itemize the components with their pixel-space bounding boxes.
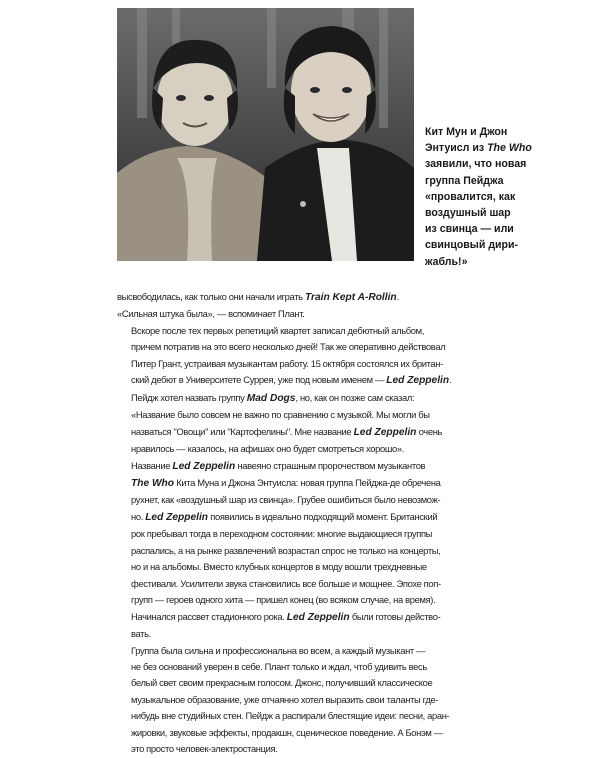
paragraph-1 [117,289,415,323]
text-run: появились в идеально подходящий момент. Британский [208,510,438,522]
text-line [117,289,415,306]
text-line [117,390,415,407]
text-run: , но, как он позже сам сказал: [295,391,415,403]
text-line: но и на альбомы. Вместо клубных концертов в моду вошли трехдневные [131,561,427,573]
caption-line-text: Энтуисл из [425,142,488,155]
text-line: Питер Грант, устраивая музыкантам работу. 15 октября состоялся их британ- [131,357,443,369]
text-run: но. [131,510,146,522]
text-line [117,609,441,626]
caption-line: жабль!» [425,255,468,268]
text-line: рухнет, как «воздушный шар из свинца». Грубее ошибиться было невозмож- [131,494,441,506]
text-run: Начинался рассвет стадионного рока. [131,610,287,622]
text-run: Кита Муна и Джона Энтуисла: новая группа Пейджа-де обречена [174,476,441,488]
text-line: «Сильная штука была», — вспоминает Плант. [117,308,305,320]
band-name: Led Zeppelin [145,511,209,523]
text-line [117,424,443,441]
text-run: . [396,291,399,302]
text-line: нибудь вне студийных стен. Пейдж а распирали блестящие идеи: песни, аран- [131,710,450,722]
caption-line: свинцовый дири- [425,239,519,252]
caption-line: воздушный шар [425,207,511,220]
paragraph-4 [117,643,450,758]
text-line: белый свет своим прекрасным голосом. Джонс, получивший классическое [131,677,433,689]
text-line: причем потратив на это всего несколько дней! Так же оперативно действовал [131,341,446,353]
text-line [117,372,452,389]
paragraph-2 [117,323,452,458]
caption-line: заявили, что новая [425,158,527,171]
text-line [117,509,438,526]
text-line: не без оснований уверен в себе. Плант только и ждал, чтоб удивить весь [131,660,427,672]
text-line: рок пребывал тогда в переходном состоянии: многие выдающиеся группы [131,528,433,540]
paragraph-3 [117,458,441,643]
band-name: Mad Dogs [246,392,296,404]
text-run: ский дебют в Университете Суррея, уже под новым именем — [131,374,387,386]
text-run: очень [416,425,443,437]
text-run: . [449,374,452,386]
text-line [117,458,426,475]
song-title: Train Kept A-Rollin [304,292,397,303]
text-line: жировки, звуковые эффекты, продакшн, сценическое поведение. А Бонэм — [131,726,443,738]
text-line: распались, а на рынке развлечений возрастал спрос не только на концерты, [131,544,441,556]
text-run: Пейдж хотел назвать группу [131,391,247,403]
band-name: Led Zeppelin [353,426,417,438]
text-line: вать. [131,628,151,640]
text-run: были готовы действо- [349,610,441,622]
text-run: Название [131,459,173,471]
text-line: фестивали. Усилители звука становились все больше и мощнее. Эпохе поп- [131,577,441,589]
caption-line: «провалится, как [425,190,516,203]
caption-line: группа Пейджа [425,174,504,187]
band-name: The Who [131,477,175,489]
text-line: Группа была сильна и профессиональна во всем, а каждый музыкант — [131,644,426,656]
band-name: Led Zeppelin [386,375,450,387]
caption-line: из свинца — или [425,223,514,236]
photo-caption [425,124,585,270]
text-line: «Название было совсем не важно по сравнению с музыкой. Мы могли бы [131,409,430,421]
band-photo [117,8,414,261]
band-name: Led Zeppelin [286,611,350,623]
caption-line: Кит Мун и Джон [425,126,508,138]
caption-line [425,140,585,156]
text-line: это просто человек-электростанция. [131,743,278,755]
caption-band-name: The Who [487,142,532,155]
text-line: музыкальное образование, уже отчаянно хотел выразить свои таланты где- [131,693,439,705]
text-run: назваться "Овощи" или "Картофелины". Мне название [131,425,354,437]
photo-illustration [117,8,414,261]
band-name: Led Zeppelin [172,460,236,472]
text-run: высвободилась, как только они начали играть [117,291,305,302]
body-text [117,289,452,758]
text-line: нравилось — казалось, на афишах оно будет смотреться хорошо». [131,443,404,455]
text-run: навеяно страшным пророчеством музыкантов [235,459,426,471]
text-line: Вскоре после тех первых репетиций квартет записал дебютный альбом, [131,324,424,336]
text-line: групп — героев одного хита — пришел конец (во всяком случае, на время). [131,594,436,606]
text-line [117,475,441,492]
